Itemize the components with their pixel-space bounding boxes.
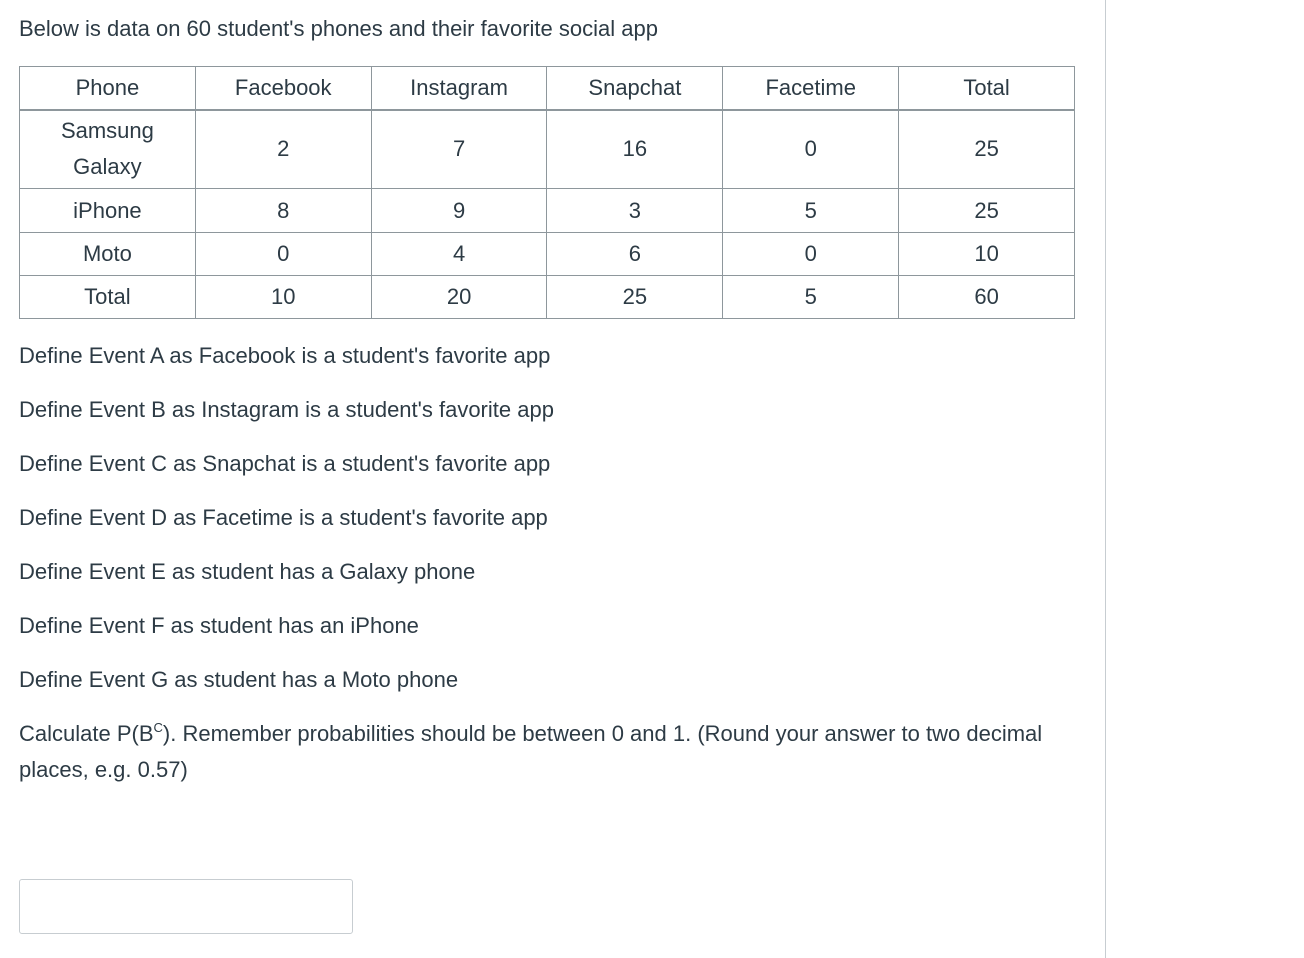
question-suffix: ). Remember probabilities should be between 0 and 1. (Round your answer to two decimal places, e.g. 0.57) <box>19 721 1043 782</box>
table-cell: 10 <box>195 276 371 319</box>
event-definitions <box>19 338 554 716</box>
header-instagram: Instagram <box>371 67 547 110</box>
table-cell: 0 <box>723 110 899 189</box>
row-label: Total <box>20 276 196 319</box>
question-prompt <box>19 716 1059 788</box>
table-cell: 0 <box>723 233 899 276</box>
event-definition: Define Event F as student has an iPhone <box>19 613 419 638</box>
table-cell: 25 <box>899 189 1075 233</box>
intro-text: Below is data on 60 student's phones and their favorite social app <box>19 16 658 41</box>
table-header-row <box>20 67 1075 110</box>
table-cell: 25 <box>899 110 1075 189</box>
event-definition: Define Event C as Snapchat is a student's favorite app <box>19 451 551 476</box>
table-cell: 20 <box>371 276 547 319</box>
table-cell: 25 <box>547 276 723 319</box>
table-row <box>20 233 1075 276</box>
table-cell: 0 <box>195 233 371 276</box>
table-cell: 2 <box>195 110 371 189</box>
event-definition: Define Event G as student has a Moto phone <box>19 667 459 692</box>
table-cell: 10 <box>899 233 1075 276</box>
table-row <box>20 276 1075 319</box>
table-cell: 5 <box>723 276 899 319</box>
table-cell: 5 <box>723 189 899 233</box>
table-cell: 4 <box>371 233 547 276</box>
table-cell: 7 <box>371 110 547 189</box>
table-row <box>20 189 1075 233</box>
answer-input[interactable] <box>19 879 353 934</box>
phone-app-table <box>19 66 1075 319</box>
row-label: iPhone <box>20 189 196 233</box>
table-cell: 60 <box>899 276 1075 319</box>
table-cell: 3 <box>547 189 723 233</box>
header-phone: Phone <box>20 67 196 110</box>
table-cell: 9 <box>371 189 547 233</box>
table-row <box>20 110 1075 189</box>
event-definition: Define Event A as Facebook is a student's favorite app <box>19 343 551 368</box>
header-total: Total <box>899 67 1075 110</box>
table-cell: 6 <box>547 233 723 276</box>
event-definition: Define Event E as student has a Galaxy phone <box>19 559 476 584</box>
header-facebook: Facebook <box>195 67 371 110</box>
header-snapchat: Snapchat <box>547 67 723 110</box>
complement-superscript: C <box>153 720 163 735</box>
event-definition: Define Event D as Facetime is a student's favorite app <box>19 505 548 530</box>
question-prefix: Calculate P(B <box>19 721 154 746</box>
row-label: Samsung Galaxy <box>20 110 196 189</box>
table-cell: 16 <box>547 110 723 189</box>
row-label: Moto <box>20 233 196 276</box>
content-right-border <box>1105 0 1106 958</box>
header-facetime: Facetime <box>723 67 899 110</box>
event-definition: Define Event B as Instagram is a student's favorite app <box>19 397 554 422</box>
table-cell: 8 <box>195 189 371 233</box>
